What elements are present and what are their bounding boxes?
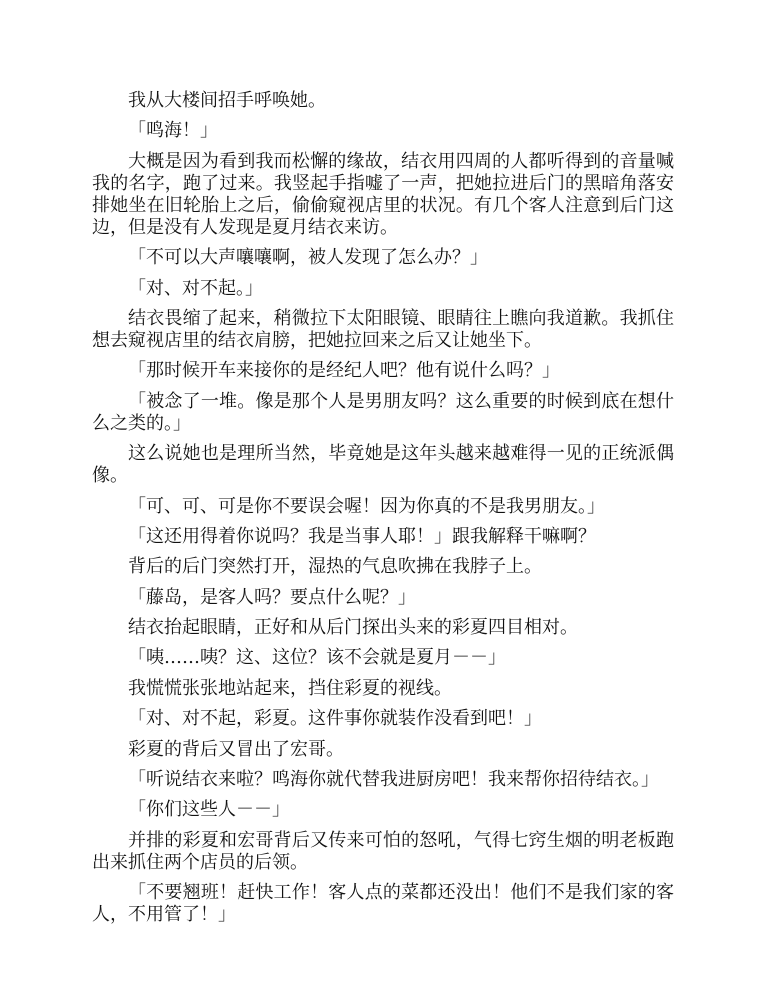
paragraph-3: 大概是因为看到我而松懈的缘故，结衣用四周的人都听得到的音量喊我的名字，跑了过来。我竖起手指嘘了一声，把她拉进后门的黑暗角落安排她坐在旧轮胎上之后，偷偷窥视店里的状况。有几个客人注意到后门这边，但是没有人发现是夏月结衣来访。 <box>92 150 674 238</box>
paragraph-1: 我从大楼间招手呼唤她。 <box>128 90 326 111</box>
paragraph-22: 「不要翘班！赶快工作！客人点的菜都还没出！他们不是我们家的客人，不用管了！」 <box>92 882 674 926</box>
paragraph-20: 「你们这些人－－」 <box>128 799 290 821</box>
paragraph-2: 「鸣海！」 <box>128 120 218 142</box>
paragraph-19: 「听说结衣来啦？鸣海你就代替我进厨房吧！我来帮你招待结衣。」 <box>128 769 659 791</box>
paragraph-18: 彩夏的背后又冒出了宏哥。 <box>128 738 344 760</box>
paragraph-11: 「这还用得着你说吗？我是当事人耶！」跟我解释干嘛啊？ <box>128 525 596 547</box>
paragraph-16: 我慌慌张张地站起来，挡住彩夏的视线。 <box>128 677 452 699</box>
paragraph-21: 并排的彩夏和宏哥背后又传来可怕的怒吼，气得七窍生烟的明老板跑出来抓住两个店员的后领。 <box>92 829 674 873</box>
paragraph-9: 这么说她也是理所当然，毕竟她是这年头越来越难得一见的正统派偶像。 <box>92 443 674 487</box>
paragraph-12: 背后的后门突然打开，湿热的气息吹拂在我脖子上。 <box>128 556 542 578</box>
paragraph-17: 「对、对不起，彩夏。这件事你就装作没看到吧！」 <box>128 708 542 730</box>
paragraph-7: 「那时候开车来接你的是经纪人吧？他有说什么吗？」 <box>128 360 560 382</box>
paragraph-13: 「藤岛，是客人吗？要点什么呢？」 <box>128 586 416 608</box>
paragraph-8: 「被念了一堆。像是那个人是男朋友吗？这么重要的时候到底在想什么之类的。」 <box>92 390 674 434</box>
paragraph-15: 「咦……咦？这、这位？该不会就是夏月－－」 <box>128 647 506 669</box>
paragraph-14: 结衣抬起眼睛，正好和从后门探出头来的彩夏四目相对。 <box>128 617 578 639</box>
paragraph-10: 「可、可、可是你不要误会喔！因为你真的不是我男朋友。」 <box>128 495 605 517</box>
paragraph-5: 「对、对不起。」 <box>128 277 263 299</box>
paragraph-4: 「不可以大声嚷嚷啊，被人发现了怎么办？」 <box>128 247 488 269</box>
paragraph-6: 结衣畏缩了起来，稍微拉下太阳眼镜、眼睛往上瞧向我道歉。我抓住想去窥视店里的结衣肩膀，把她拉回来之后又让她坐下。 <box>92 307 674 351</box>
body-text <box>92 90 674 935</box>
